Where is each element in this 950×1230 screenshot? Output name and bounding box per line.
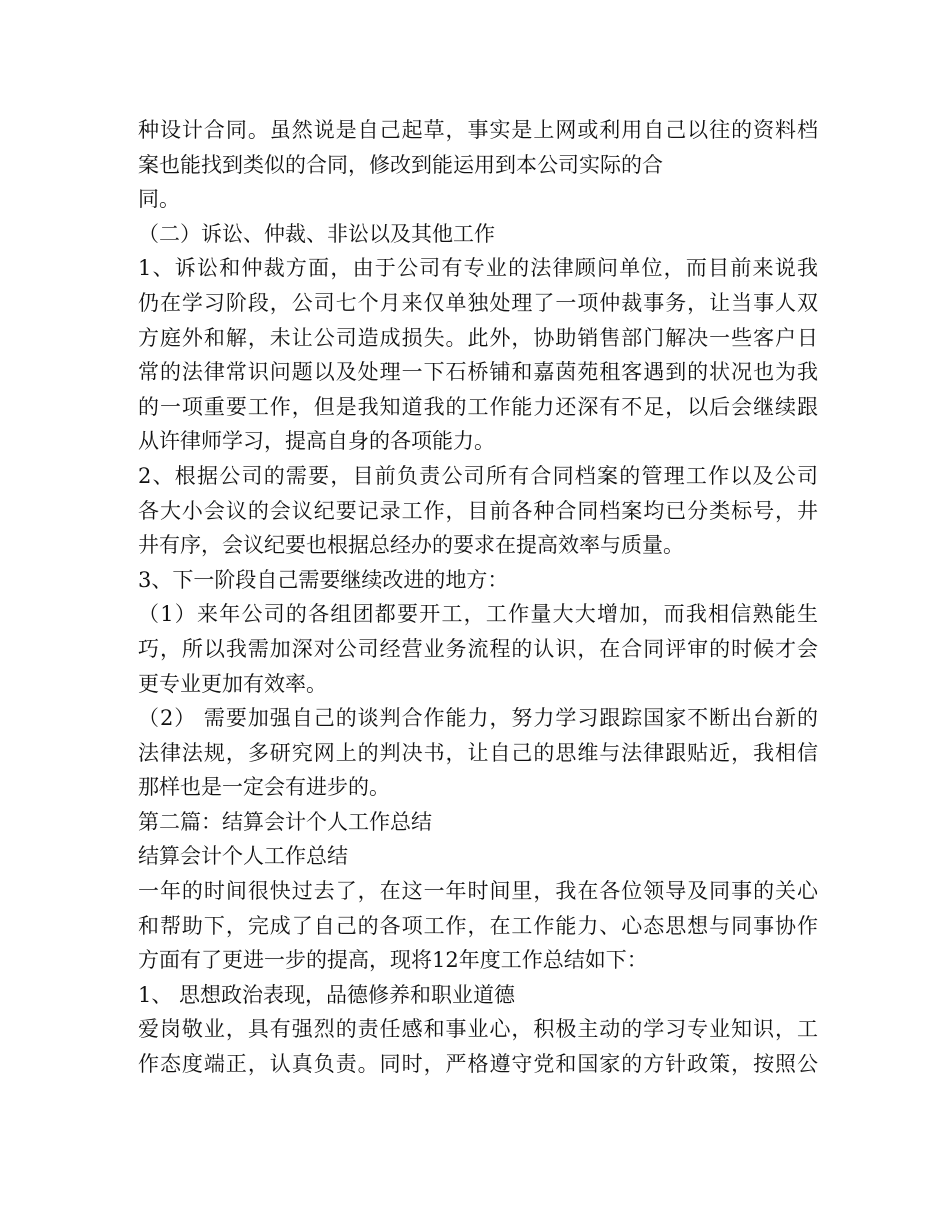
text-line: 一年的时间很快过去了，在这一年时间里，我在各位领导及同事的关心 <box>138 879 818 904</box>
text-line: 方面有了更进一步的提高，现将12年度工作总结如下： <box>138 948 648 973</box>
text-line: 案也能找到类似的合同，修改到能运用到本公司实际的合 <box>138 152 663 177</box>
text-line: 2、根据公司的需要，目前负责公司所有合同档案的管理工作以及公司 <box>138 463 818 488</box>
text-line: 和帮助下，完成了自己的各项工作，在工作能力、心态思想与同事协作 <box>138 913 818 938</box>
text-line: 作态度端正，认真负责。同时，严格遵守党和国家的方针政策，按照公 <box>138 1052 818 1077</box>
text-line: 3、下一阶段自己需要继续改进的地方： <box>138 567 509 592</box>
text-line: 法律法规，多研究网上的判决书，让自己的思维与法律跟贴近，我相信 <box>138 740 818 765</box>
document-body <box>138 113 818 1082</box>
text-line: 1、 思想政治表现，品德修养和职业道德 <box>138 982 516 1007</box>
text-line: 从许律师学习，提高自身的各项能力。 <box>138 429 495 454</box>
text-line: 更专业更加有效率。 <box>138 671 327 696</box>
text-line: （1）来年公司的各组团都要开工，工作量大大增加，而我相信熟能生 <box>138 602 818 627</box>
text-line: （2） 需要加强自己的谈判合作能力，努力学习跟踪国家不断出台新的 <box>138 706 818 731</box>
text-line: 那样也是一定会有进步的。 <box>138 775 390 800</box>
text-line: 1、诉讼和仲裁方面，由于公司有专业的法律顾问单位，而目前来说我 <box>138 256 818 281</box>
section-heading: （二）诉讼、仲裁、非讼以及其他工作 <box>138 221 495 246</box>
text-line: 巧，所以我需加深对公司经营业务流程的认识，在合同评审的时候才会 <box>138 636 818 661</box>
text-line: 常的法律常识问题以及处理一下石桥铺和嘉茵苑租客遇到的状况也为我 <box>138 360 818 385</box>
section-title: 结算会计个人工作总结 <box>138 844 348 869</box>
text-line: 井有序，会议纪要也根据总经办的要求在提高效率与质量。 <box>138 533 684 558</box>
text-line: 种设计合同。虽然说是自己起草，事实是上网或利用自己以往的资料档 <box>138 118 818 142</box>
text-line: 的一项重要工作，但是我知道我的工作能力还深有不足，以后会继续跟 <box>138 394 818 419</box>
text-line: 方庭外和解，未让公司造成损失。此外，协助销售部门解决一些客户日 <box>138 325 818 350</box>
text-line: 同。 <box>138 187 180 212</box>
text-line: 仍在学习阶段，公司七个月来仅单独处理了一项仲裁事务，让当事人双 <box>138 290 818 315</box>
section-heading: 第二篇：结算会计个人工作总结 <box>138 809 432 834</box>
text-line: 爱岗敬业，具有强烈的责任感和事业心，积极主动的学习专业知识，工 <box>138 1017 818 1042</box>
text-line: 各大小会议的会议纪要记录工作，目前各种合同档案均已分类标号，井 <box>138 498 818 523</box>
